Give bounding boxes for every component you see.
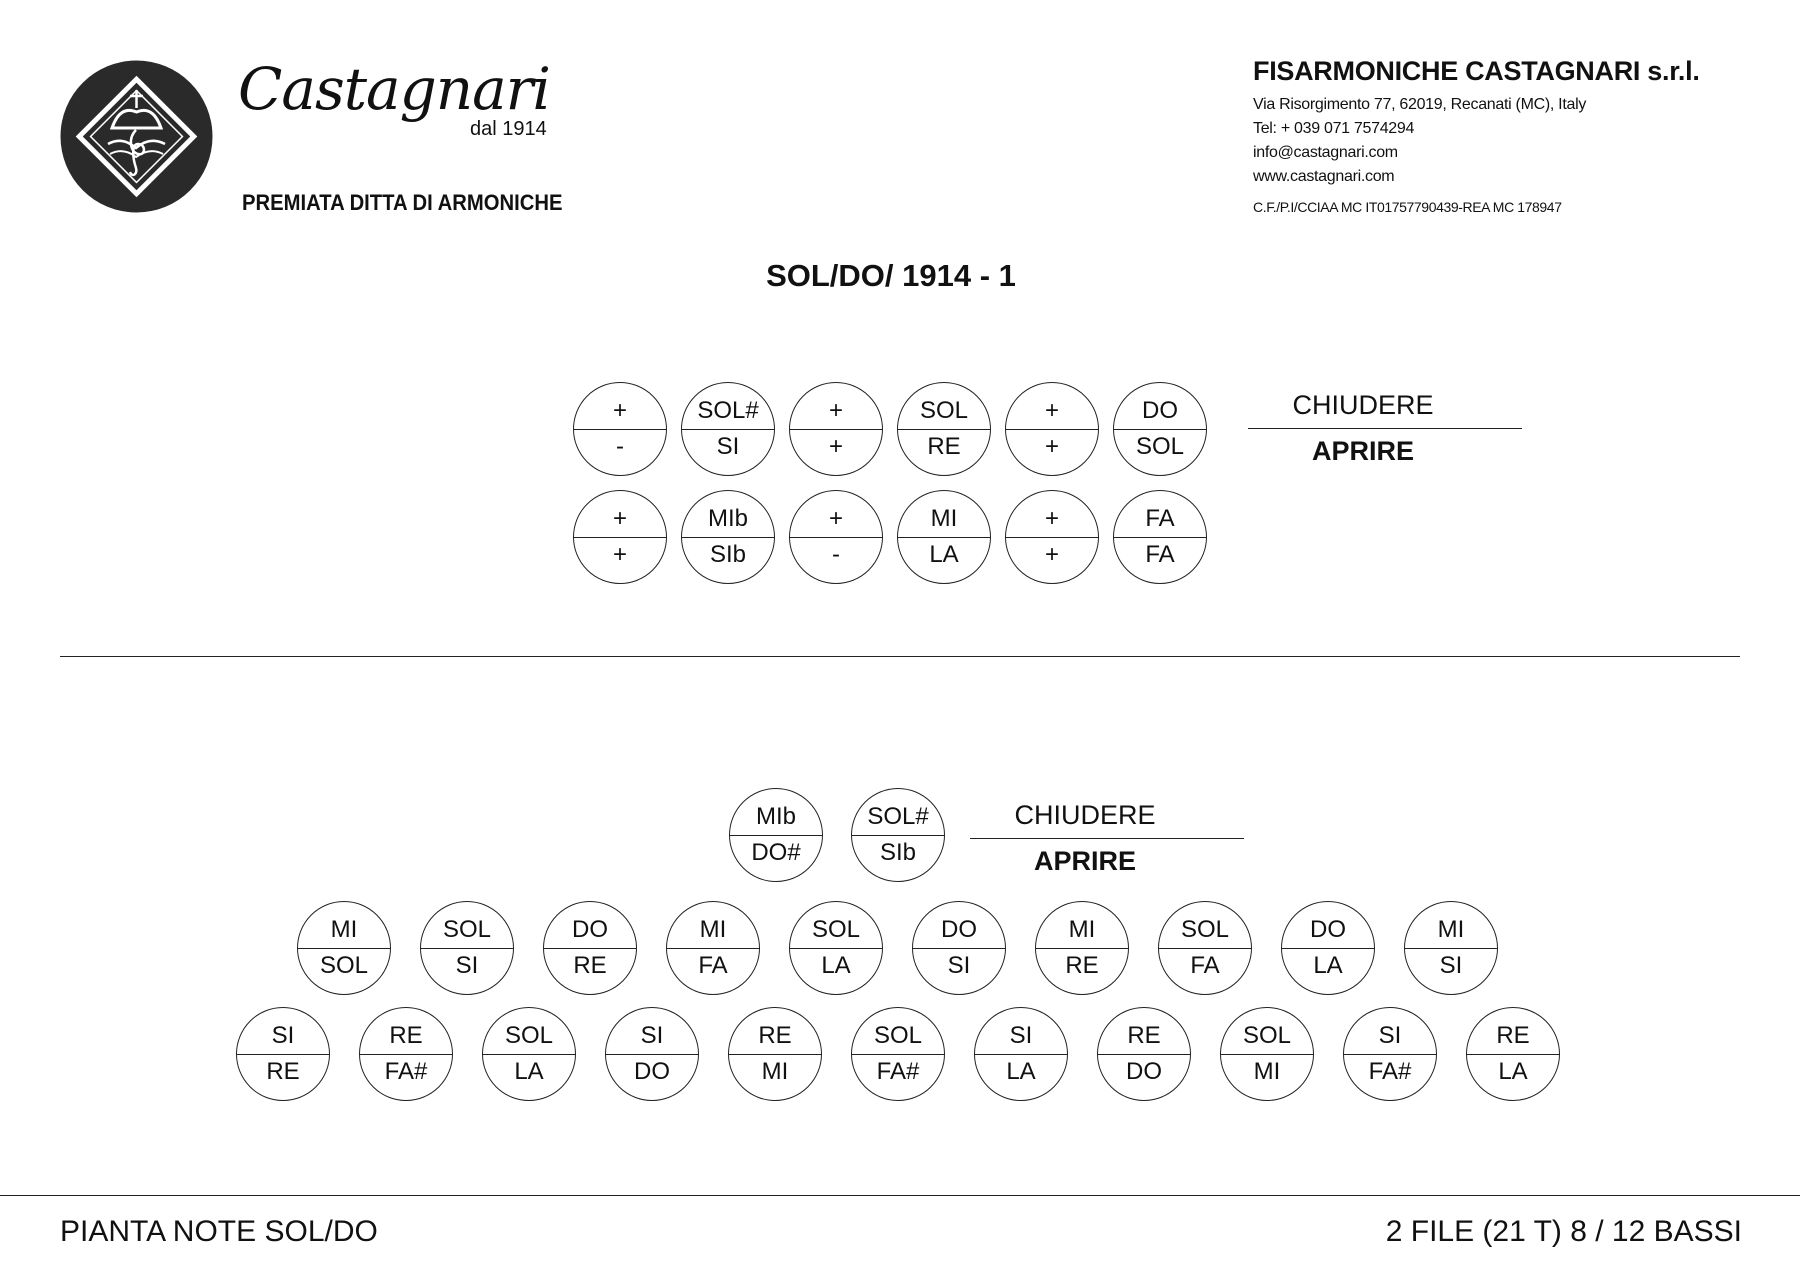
note-open: LA bbox=[1498, 1058, 1528, 1085]
note-close: SOL bbox=[873, 1022, 923, 1049]
note-close: RE bbox=[1127, 1022, 1161, 1049]
note-close: MI bbox=[930, 505, 958, 532]
brand-since: dal 1914 bbox=[470, 118, 547, 140]
button-divider bbox=[1006, 429, 1098, 430]
note-open: - bbox=[616, 433, 624, 460]
treble-button[interactable] bbox=[851, 1007, 945, 1101]
bass-button[interactable] bbox=[1005, 382, 1099, 476]
bass-legend-open: APRIRE bbox=[1311, 436, 1414, 466]
note-open: SI bbox=[716, 433, 740, 460]
note-open: SOL bbox=[1135, 433, 1185, 460]
castagnari-seal-logo bbox=[60, 60, 213, 213]
treble-button[interactable] bbox=[1158, 901, 1252, 995]
note-open: RE bbox=[1065, 952, 1099, 979]
button-divider bbox=[574, 429, 666, 430]
note-open: LA bbox=[514, 1058, 544, 1085]
company-web: www.castagnari.com bbox=[1253, 168, 1395, 185]
button-divider bbox=[730, 835, 822, 836]
treble-button[interactable] bbox=[297, 901, 391, 995]
treble-button[interactable] bbox=[728, 1007, 822, 1101]
note-close: + bbox=[828, 397, 843, 424]
button-divider bbox=[1467, 1054, 1559, 1055]
note-open: MI bbox=[761, 1058, 789, 1085]
note-close: SOL bbox=[811, 916, 861, 943]
bass-button[interactable] bbox=[681, 490, 775, 584]
bass-button[interactable] bbox=[789, 382, 883, 476]
note-close: MI bbox=[1437, 916, 1465, 943]
button-divider bbox=[790, 429, 882, 430]
button-divider bbox=[852, 1054, 944, 1055]
note-close: + bbox=[612, 505, 627, 532]
brand-tagline: PREMIATA DITTA DI ARMONICHE bbox=[242, 190, 563, 215]
note-open: - bbox=[832, 541, 840, 568]
note-close: RE bbox=[758, 1022, 792, 1049]
note-close: + bbox=[1044, 397, 1059, 424]
note-open: + bbox=[828, 433, 843, 460]
button-divider bbox=[852, 835, 944, 836]
button-divider bbox=[975, 1054, 1067, 1055]
footer-layout-name: PIANTA NOTE SOL/DO bbox=[60, 1215, 378, 1248]
button-divider bbox=[1159, 948, 1251, 949]
treble-legend-line bbox=[970, 838, 1244, 839]
note-close: MI bbox=[330, 916, 358, 943]
bass-button[interactable] bbox=[1113, 490, 1207, 584]
note-close: SOL# bbox=[867, 803, 929, 830]
footer-spec: 2 FILE (21 T) 8 / 12 BASSI bbox=[1385, 1215, 1742, 1248]
company-fiscal: C.F./P.I/CCIAA MC IT01757790439-REA MC 178947 bbox=[1253, 199, 1562, 215]
treble-button[interactable] bbox=[1097, 1007, 1191, 1101]
treble-button[interactable] bbox=[420, 901, 514, 995]
note-close: SI bbox=[1009, 1022, 1033, 1049]
bass-legend-close: CHIUDERE bbox=[1292, 390, 1434, 420]
bass-button[interactable] bbox=[1005, 490, 1099, 584]
button-divider bbox=[1221, 1054, 1313, 1055]
button-divider bbox=[1006, 537, 1098, 538]
company-email: info@castagnari.com bbox=[1253, 144, 1398, 161]
button-divider bbox=[682, 537, 774, 538]
note-open: FA# bbox=[1368, 1058, 1412, 1085]
treble-button[interactable] bbox=[666, 901, 760, 995]
treble-button[interactable] bbox=[1281, 901, 1375, 995]
button-divider bbox=[682, 429, 774, 430]
button-divider bbox=[898, 537, 990, 538]
treble-button[interactable] bbox=[1343, 1007, 1437, 1101]
note-close: DO bbox=[572, 916, 608, 943]
note-close: DO bbox=[1142, 397, 1178, 424]
button-divider bbox=[1114, 429, 1206, 430]
note-open: + bbox=[612, 541, 627, 568]
note-close: MIb bbox=[755, 803, 796, 830]
button-divider bbox=[790, 948, 882, 949]
note-close: RE bbox=[389, 1022, 423, 1049]
button-divider bbox=[298, 948, 390, 949]
note-close: SI bbox=[271, 1022, 295, 1049]
bass-legend-line bbox=[1248, 428, 1522, 429]
note-close: SOL bbox=[919, 397, 969, 424]
treble-button[interactable] bbox=[482, 1007, 576, 1101]
note-close: + bbox=[1044, 505, 1059, 532]
note-open: RE bbox=[266, 1058, 300, 1085]
note-open: DO bbox=[1126, 1058, 1162, 1085]
note-close: MI bbox=[699, 916, 727, 943]
note-close: FA bbox=[1145, 505, 1175, 532]
button-divider bbox=[1282, 948, 1374, 949]
note-open: FA bbox=[698, 952, 728, 979]
button-divider bbox=[483, 1054, 575, 1055]
treble-button[interactable] bbox=[789, 901, 883, 995]
note-open: DO# bbox=[751, 839, 801, 866]
note-close: MI bbox=[1068, 916, 1096, 943]
treble-button[interactable] bbox=[851, 788, 945, 882]
button-divider bbox=[1098, 1054, 1190, 1055]
note-open: MI bbox=[1253, 1058, 1281, 1085]
company-name: FISARMONICHE CASTAGNARI s.r.l. bbox=[1253, 56, 1700, 86]
button-divider bbox=[898, 429, 990, 430]
note-open: SI bbox=[455, 952, 479, 979]
treble-button[interactable] bbox=[1035, 901, 1129, 995]
note-open: LA bbox=[1006, 1058, 1036, 1085]
note-open: LA bbox=[1313, 952, 1343, 979]
note-close: MIb bbox=[707, 505, 748, 532]
note-open: SIb bbox=[879, 839, 917, 866]
note-open: FA bbox=[1190, 952, 1220, 979]
treble-button[interactable] bbox=[729, 788, 823, 882]
footer-rule bbox=[0, 1195, 1800, 1196]
note-close: + bbox=[612, 397, 627, 424]
company-address: Via Risorgimento 77, 62019, Recanati (MC), Italy bbox=[1253, 96, 1587, 113]
note-close: DO bbox=[1310, 916, 1346, 943]
note-open: RE bbox=[927, 433, 961, 460]
note-close: RE bbox=[1496, 1022, 1530, 1049]
document-title: SOL/DO/ 1914 - 1 bbox=[766, 258, 1016, 293]
company-tel: Tel: + 039 071 7574294 bbox=[1253, 120, 1415, 137]
treble-button[interactable] bbox=[1220, 1007, 1314, 1101]
treble-button[interactable] bbox=[543, 901, 637, 995]
note-open: RE bbox=[573, 952, 607, 979]
section-divider bbox=[60, 656, 1740, 657]
note-close: SOL bbox=[1180, 916, 1230, 943]
note-open: SI bbox=[947, 952, 971, 979]
treble-legend-close: CHIUDERE bbox=[1014, 800, 1156, 830]
note-close: SI bbox=[640, 1022, 664, 1049]
button-divider bbox=[574, 537, 666, 538]
note-close: SOL bbox=[1242, 1022, 1292, 1049]
note-open: FA# bbox=[384, 1058, 428, 1085]
note-open: FA bbox=[1145, 541, 1175, 568]
note-open: SI bbox=[1439, 952, 1463, 979]
bass-button[interactable] bbox=[897, 490, 991, 584]
button-divider bbox=[1344, 1054, 1436, 1055]
button-divider bbox=[360, 1054, 452, 1055]
treble-button[interactable] bbox=[974, 1007, 1068, 1101]
treble-button[interactable] bbox=[359, 1007, 453, 1101]
button-divider bbox=[1405, 948, 1497, 949]
button-divider bbox=[729, 1054, 821, 1055]
button-divider bbox=[544, 948, 636, 949]
button-divider bbox=[237, 1054, 329, 1055]
treble-button[interactable] bbox=[1466, 1007, 1560, 1101]
bass-button[interactable] bbox=[681, 382, 775, 476]
note-open: FA# bbox=[876, 1058, 920, 1085]
note-close: SOL# bbox=[697, 397, 759, 424]
note-open: SIb bbox=[709, 541, 747, 568]
button-divider bbox=[1036, 948, 1128, 949]
note-open: + bbox=[1044, 433, 1059, 460]
brand-signature: Castagnari bbox=[238, 55, 550, 123]
bass-button[interactable] bbox=[789, 490, 883, 584]
treble-legend-open: APRIRE bbox=[1033, 846, 1136, 876]
note-close: SOL bbox=[504, 1022, 554, 1049]
treble-button[interactable] bbox=[912, 901, 1006, 995]
treble-button[interactable] bbox=[1404, 901, 1498, 995]
button-divider bbox=[421, 948, 513, 949]
bass-button[interactable] bbox=[573, 382, 667, 476]
note-open: + bbox=[1044, 541, 1059, 568]
button-divider bbox=[790, 537, 882, 538]
note-close: SI bbox=[1378, 1022, 1402, 1049]
note-open: LA bbox=[929, 541, 959, 568]
button-divider bbox=[667, 948, 759, 949]
button-divider bbox=[1114, 537, 1206, 538]
note-close: + bbox=[828, 505, 843, 532]
note-open: LA bbox=[821, 952, 851, 979]
note-open: SOL bbox=[319, 952, 369, 979]
note-close: DO bbox=[941, 916, 977, 943]
button-divider bbox=[913, 948, 1005, 949]
treble-button[interactable] bbox=[605, 1007, 699, 1101]
bass-button[interactable] bbox=[897, 382, 991, 476]
bass-button[interactable] bbox=[573, 490, 667, 584]
note-close: SOL bbox=[442, 916, 492, 943]
button-divider bbox=[606, 1054, 698, 1055]
treble-button[interactable] bbox=[236, 1007, 330, 1101]
note-open: DO bbox=[634, 1058, 670, 1085]
bass-button[interactable] bbox=[1113, 382, 1207, 476]
